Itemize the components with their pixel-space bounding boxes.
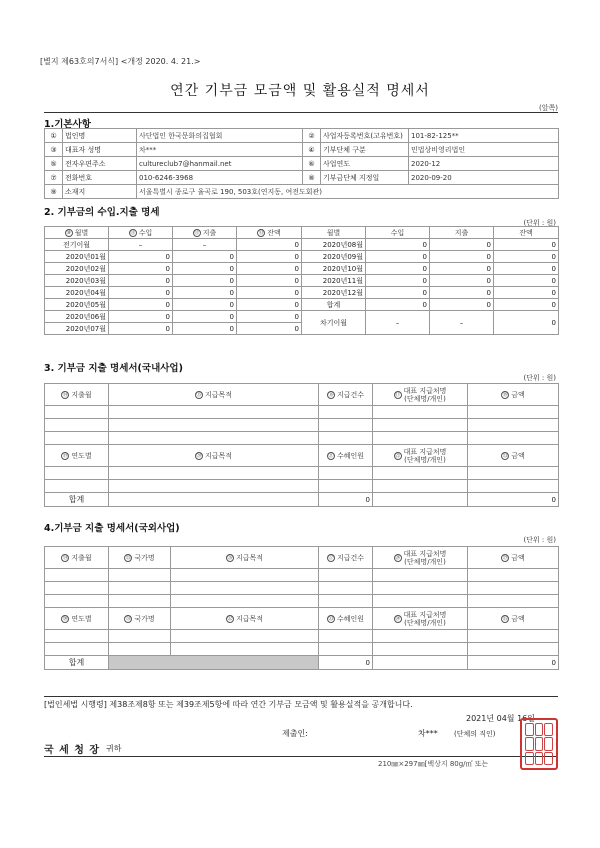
month-cell: 2020년11월 (302, 275, 366, 287)
item-number-badge: ⑭ (62, 391, 68, 398)
total-label: 합계 (45, 493, 109, 507)
table-header-row (45, 384, 559, 406)
column-header (319, 608, 373, 630)
blank-row (45, 569, 559, 582)
blank-cell (373, 630, 468, 643)
blank-row (45, 406, 559, 419)
amount-cell: 0 (109, 323, 173, 335)
header-label: 금액 (511, 553, 525, 562)
field-value: 민법상비영리법인 (409, 143, 559, 157)
blank-row (45, 480, 559, 493)
table-row (45, 251, 559, 263)
basic-info-table (44, 128, 559, 199)
header-label: 수입 (138, 228, 153, 237)
column-header (237, 227, 302, 239)
item-number: ③ (45, 143, 63, 157)
month-cell: 2020년05월 (45, 299, 109, 311)
header-label: 지급목적 (204, 390, 233, 399)
domestic-expense-table (44, 383, 559, 507)
blank-cell (319, 569, 373, 582)
item-number-badge: ㉞ (395, 615, 401, 622)
blank-row (45, 419, 559, 432)
blank-cell (468, 582, 559, 595)
blank-cell (373, 643, 468, 656)
column-header (45, 227, 109, 239)
amount-cell: 0 (430, 239, 494, 251)
amount-cell: 0 (430, 263, 494, 275)
item-number-badge: ⑪ (130, 229, 136, 236)
item-number-badge: ㉟ (502, 615, 508, 622)
amount-cell: 0 (366, 299, 430, 311)
column-header (45, 608, 109, 630)
month-cell: 2020년09월 (302, 251, 366, 263)
blank-cell (171, 569, 319, 582)
blank-cell (468, 630, 559, 643)
column-header (171, 608, 319, 630)
blank-cell (109, 432, 319, 445)
column-header (468, 608, 559, 630)
header-label: 대표 지급처명 (단체명/개인) (403, 549, 447, 566)
blank-cell (373, 480, 468, 493)
address-row (45, 185, 559, 199)
amount-cell: 0 (494, 299, 559, 311)
blank-cell (45, 480, 109, 493)
amount-cell: 0 (109, 287, 173, 299)
header-label: 국가명 (134, 553, 155, 562)
table-row (45, 275, 559, 287)
blank-cell (319, 643, 373, 656)
blank-cell (319, 582, 373, 595)
item-number-badge: ㉝ (328, 615, 334, 622)
amount-cell: 0 (237, 239, 302, 251)
month-cell: 합계 (302, 299, 366, 311)
table-header-row (45, 547, 559, 569)
field-value: 사단법인 한국문화의집협회 (137, 129, 303, 143)
table-row (45, 287, 559, 299)
blank-cell (109, 630, 171, 643)
header-label: 지출월 (71, 390, 92, 399)
blank-cell (319, 419, 373, 432)
header-label: 지출월 (71, 553, 92, 562)
blank-cell (373, 493, 468, 507)
header-label: 지급건수 (336, 390, 365, 399)
blank-cell (171, 630, 319, 643)
carry-forward-label: 차기이월 (302, 311, 366, 335)
total-count: 0 (319, 493, 373, 507)
recipient-honorific: 귀하 (106, 744, 122, 753)
header-label: 지급목적 (204, 451, 233, 460)
blank-cell (109, 569, 171, 582)
item-number: ⑨ (45, 185, 63, 199)
column-header (109, 608, 171, 630)
header-label: 수혜인원 (336, 614, 365, 623)
total-amount: 0 (468, 656, 559, 670)
blank-cell (109, 643, 171, 656)
address-value: 서울특별시 종로구 율곡로 190, 503호(연지동, 여전도회관) (137, 185, 559, 199)
column-header: 월별 (302, 227, 366, 239)
amount-cell: 0 (430, 299, 494, 311)
column-header (109, 384, 319, 406)
column-header: 수입 (366, 227, 430, 239)
item-number: ① (45, 129, 63, 143)
column-header (373, 608, 468, 630)
amount-cell: 0 (494, 311, 559, 335)
income-expense-table (44, 226, 559, 335)
blank-cell (468, 643, 559, 656)
month-cell: 2020년02월 (45, 263, 109, 275)
field-value: 010-6246-3968 (137, 171, 303, 185)
table-header-row (45, 608, 559, 630)
amount-cell: – (173, 239, 237, 251)
blank-row (45, 467, 559, 480)
header-label: 잔액 (267, 228, 281, 237)
column-header (109, 547, 171, 569)
blank-cell (45, 582, 109, 595)
blank-cell (373, 467, 468, 480)
blank-cell (373, 595, 468, 608)
amount-cell: 0 (109, 263, 173, 275)
amount-cell: 0 (173, 263, 237, 275)
blank-cell (468, 432, 559, 445)
total-count: 0 (319, 656, 373, 670)
info-row (45, 143, 559, 157)
amount-cell: 0 (366, 251, 430, 263)
paper-spec: 210㎜×297㎜[백상지 80g/㎡ 또는 (378, 760, 489, 768)
header-label: 금액 (511, 451, 525, 460)
item-number-badge: ⑯ (328, 391, 334, 398)
unit-note: (단위 : 원) (523, 536, 556, 544)
blank-cell (373, 406, 468, 419)
item-number: ⑦ (45, 171, 63, 185)
month-cell: 2020년10월 (302, 263, 366, 275)
amount-cell: – (366, 311, 430, 335)
header-label: 연도별 (71, 614, 92, 623)
blank-cell (109, 467, 319, 480)
month-cell: 2020년07월 (45, 323, 109, 335)
field-value: 2020-09-20 (409, 171, 559, 185)
column-header (109, 227, 173, 239)
header-label: 대표 지급처명 (단체명/개인) (403, 386, 447, 403)
recipient: 국 세 청 장 (44, 745, 101, 756)
blank-cell (109, 595, 171, 608)
organization-seal (520, 718, 558, 770)
amount-cell: 0 (237, 299, 302, 311)
item-number: ⑥ (303, 157, 321, 171)
month-cell: 2020년04월 (45, 287, 109, 299)
form-reference: [별지 제63호의7서식] <개정 2020. 4. 21.> (40, 57, 201, 66)
amount-cell: 0 (366, 239, 430, 251)
header-label: 지급목적 (235, 614, 264, 623)
amount-cell: 0 (173, 275, 237, 287)
field-label: 소재지 (63, 185, 137, 199)
item-number-badge: ㉓ (502, 452, 508, 459)
amount-cell: 0 (237, 287, 302, 299)
amount-cell: 0 (237, 323, 302, 335)
field-label: 기부단체 구분 (321, 143, 409, 157)
table-header-row (45, 445, 559, 467)
column-header (319, 384, 373, 406)
item-number-badge: ㉑ (328, 452, 334, 459)
amount-cell: 0 (430, 275, 494, 287)
blank-cell (45, 569, 109, 582)
amount-cell: 0 (173, 323, 237, 335)
table-row (45, 263, 559, 275)
column-header (45, 445, 109, 467)
item-number-badge: ㉙ (502, 554, 508, 561)
submission-date: 2021년 04월 16일 (466, 714, 535, 723)
header-label: 대표 지급처명 (단체명/개인) (403, 610, 447, 627)
total-amount: 0 (468, 493, 559, 507)
blank-cell (468, 595, 559, 608)
header-label: 월별 (74, 228, 89, 237)
item-number-badge: ⑰ (395, 391, 401, 398)
footer-bottom-line (44, 756, 558, 757)
column-header (373, 384, 468, 406)
amount-cell: 0 (173, 311, 237, 323)
item-number-badge: ⑱ (502, 391, 508, 398)
seal-note: (단체의 직인) (454, 730, 496, 738)
item-number: ⑧ (303, 171, 321, 185)
header-label: 수혜인원 (336, 451, 365, 460)
blank-cell (171, 643, 319, 656)
amount-cell: 0 (109, 311, 173, 323)
amount-cell: 0 (173, 299, 237, 311)
blank-cell (109, 480, 319, 493)
amount-cell: 0 (237, 311, 302, 323)
blank-cell (109, 406, 319, 419)
shaded-cell (109, 656, 319, 670)
item-number: ④ (303, 143, 321, 157)
month-cell: 2020년12월 (302, 287, 366, 299)
item-number-badge: ㉜ (227, 615, 233, 622)
column-header (468, 384, 559, 406)
blank-cell (373, 582, 468, 595)
item-number-badge: ⑫ (194, 229, 200, 236)
blank-cell (468, 480, 559, 493)
amount-cell: 0 (494, 239, 559, 251)
submitter-label: 제출인: (282, 729, 308, 738)
blank-cell (468, 406, 559, 419)
field-label: 대표자 성명 (63, 143, 137, 157)
amount-cell: 0 (430, 251, 494, 263)
field-label: 법인명 (63, 129, 137, 143)
blank-cell (373, 656, 468, 670)
footer-divider (44, 696, 558, 697)
table-row (45, 239, 559, 251)
overseas-expense-table (44, 546, 559, 670)
table-row (45, 311, 559, 323)
header-label: 연도별 (71, 451, 92, 460)
header-label: 대표 지급처명 (단체명/개인) (403, 447, 447, 464)
blank-cell (373, 432, 468, 445)
table-header-row (45, 227, 559, 239)
table-row (45, 299, 559, 311)
item-number-badge: ㉘ (395, 554, 401, 561)
column-header: 지출 (430, 227, 494, 239)
column-header (319, 547, 373, 569)
item-number-badge: ⑳ (196, 452, 202, 459)
blank-cell (109, 419, 319, 432)
section-3-heading: 3. 기부금 지출 명세서(국내사업) (44, 363, 183, 374)
item-number-badge: ㉒ (395, 452, 401, 459)
blank-cell (45, 595, 109, 608)
field-label: 사업자등록번호(고유번호) (321, 129, 409, 143)
item-number-badge: ㉛ (125, 615, 131, 622)
info-row (45, 129, 559, 143)
amount-cell: 0 (494, 251, 559, 263)
item-number-badge: ㉚ (62, 615, 68, 622)
column-header (171, 547, 319, 569)
amount-cell: 0 (366, 263, 430, 275)
blank-cell (45, 419, 109, 432)
item-number-badge: ⑲ (62, 452, 68, 459)
section-2-heading: 2. 기부금의 수입.지출 명세 (44, 207, 160, 218)
blank-cell (319, 467, 373, 480)
blank-cell (109, 582, 171, 595)
blank-cell (468, 419, 559, 432)
field-value: 차*** (137, 143, 303, 157)
section-4-heading: 4.기부금 지출 명세서(국외사업) (44, 523, 180, 534)
column-header (468, 547, 559, 569)
blank-row (45, 643, 559, 656)
blank-row (45, 630, 559, 643)
month-cell: 2020년01월 (45, 251, 109, 263)
column-header (109, 445, 319, 467)
field-value: cultureclub7@hanmail.net (137, 157, 303, 171)
month-cell: 전기이월 (45, 239, 109, 251)
month-cell: 2020년06월 (45, 311, 109, 323)
legal-statement: [법인세법 시행령] 제38조제8항 또는 제39조제5항에 따라 연간 기부금 모금액 및 활용실적을 공개합니다. (44, 700, 413, 709)
amount-cell: – (430, 311, 494, 335)
amount-cell: 0 (109, 299, 173, 311)
field-label: 전화번호 (63, 171, 137, 185)
amount-cell: 0 (109, 251, 173, 263)
header-label: 지출 (202, 228, 217, 237)
document-title: 연간 기부금 모금액 및 활용실적 명세서 (170, 83, 430, 99)
blank-cell (319, 406, 373, 419)
amount-cell: 0 (237, 275, 302, 287)
info-row (45, 157, 559, 171)
blank-row (45, 582, 559, 595)
item-number-badge: ⑮ (196, 391, 202, 398)
blank-cell (109, 493, 319, 507)
item-number-badge: ⑬ (258, 229, 264, 236)
total-row (45, 493, 559, 507)
info-row (45, 171, 559, 185)
field-label: 기부금단체 지정일 (321, 171, 409, 185)
item-number-badge: ⑩ (66, 229, 71, 236)
blank-cell (171, 582, 319, 595)
month-cell: 2020년03월 (45, 275, 109, 287)
amount-cell: 0 (237, 263, 302, 275)
amount-cell: 0 (237, 251, 302, 263)
header-label: 금액 (511, 614, 525, 623)
submitter-name: 차*** (418, 729, 438, 738)
amount-cell: 0 (173, 287, 237, 299)
section-1-heading: 1.기본사항 (44, 119, 91, 130)
blank-cell (45, 467, 109, 480)
field-value: 2020-12 (409, 157, 559, 171)
item-number: ② (303, 129, 321, 143)
blank-cell (319, 630, 373, 643)
month-cell: 2020년08월 (302, 239, 366, 251)
header-label: 지급목적 (235, 553, 264, 562)
field-label: 전자우편주소 (63, 157, 137, 171)
blank-row (45, 432, 559, 445)
item-number: ⑤ (45, 157, 63, 171)
total-label: 합계 (45, 656, 109, 670)
column-header (468, 445, 559, 467)
blank-cell (373, 569, 468, 582)
column-header (45, 547, 109, 569)
item-number-badge: ㉔ (62, 554, 68, 561)
column-header (173, 227, 237, 239)
unit-note: (단위 : 원) (523, 219, 556, 227)
blank-cell (468, 467, 559, 480)
column-header (373, 547, 468, 569)
unit-note: (단위 : 원) (523, 374, 556, 382)
column-header (373, 445, 468, 467)
section-divider (44, 112, 558, 113)
amount-cell: 0 (366, 275, 430, 287)
amount-cell: 0 (494, 287, 559, 299)
blank-cell (45, 643, 109, 656)
amount-cell: 0 (494, 263, 559, 275)
blank-cell (45, 406, 109, 419)
field-value: 101-82-125** (409, 129, 559, 143)
header-label: 국가명 (134, 614, 155, 623)
column-header (45, 384, 109, 406)
blank-cell (171, 595, 319, 608)
amount-cell: 0 (109, 275, 173, 287)
blank-cell (319, 480, 373, 493)
blank-row (45, 595, 559, 608)
total-row (45, 656, 559, 670)
amount-cell: 0 (173, 251, 237, 263)
amount-cell: 0 (494, 275, 559, 287)
column-header: 잔액 (494, 227, 559, 239)
blank-cell (45, 432, 109, 445)
column-header (319, 445, 373, 467)
amount-cell: – (109, 239, 173, 251)
amount-cell: 0 (430, 287, 494, 299)
amount-cell: 0 (366, 287, 430, 299)
header-label: 지급건수 (336, 553, 365, 562)
blank-cell (45, 630, 109, 643)
item-number-badge: ㉗ (328, 554, 334, 561)
page-side-note: (앞쪽) (539, 104, 558, 112)
blank-cell (319, 595, 373, 608)
field-label: 사업연도 (321, 157, 409, 171)
header-label: 금액 (511, 390, 525, 399)
blank-cell (468, 569, 559, 582)
blank-cell (319, 432, 373, 445)
item-number-badge: ㉖ (227, 554, 233, 561)
blank-cell (373, 419, 468, 432)
item-number-badge: ㉕ (125, 554, 131, 561)
